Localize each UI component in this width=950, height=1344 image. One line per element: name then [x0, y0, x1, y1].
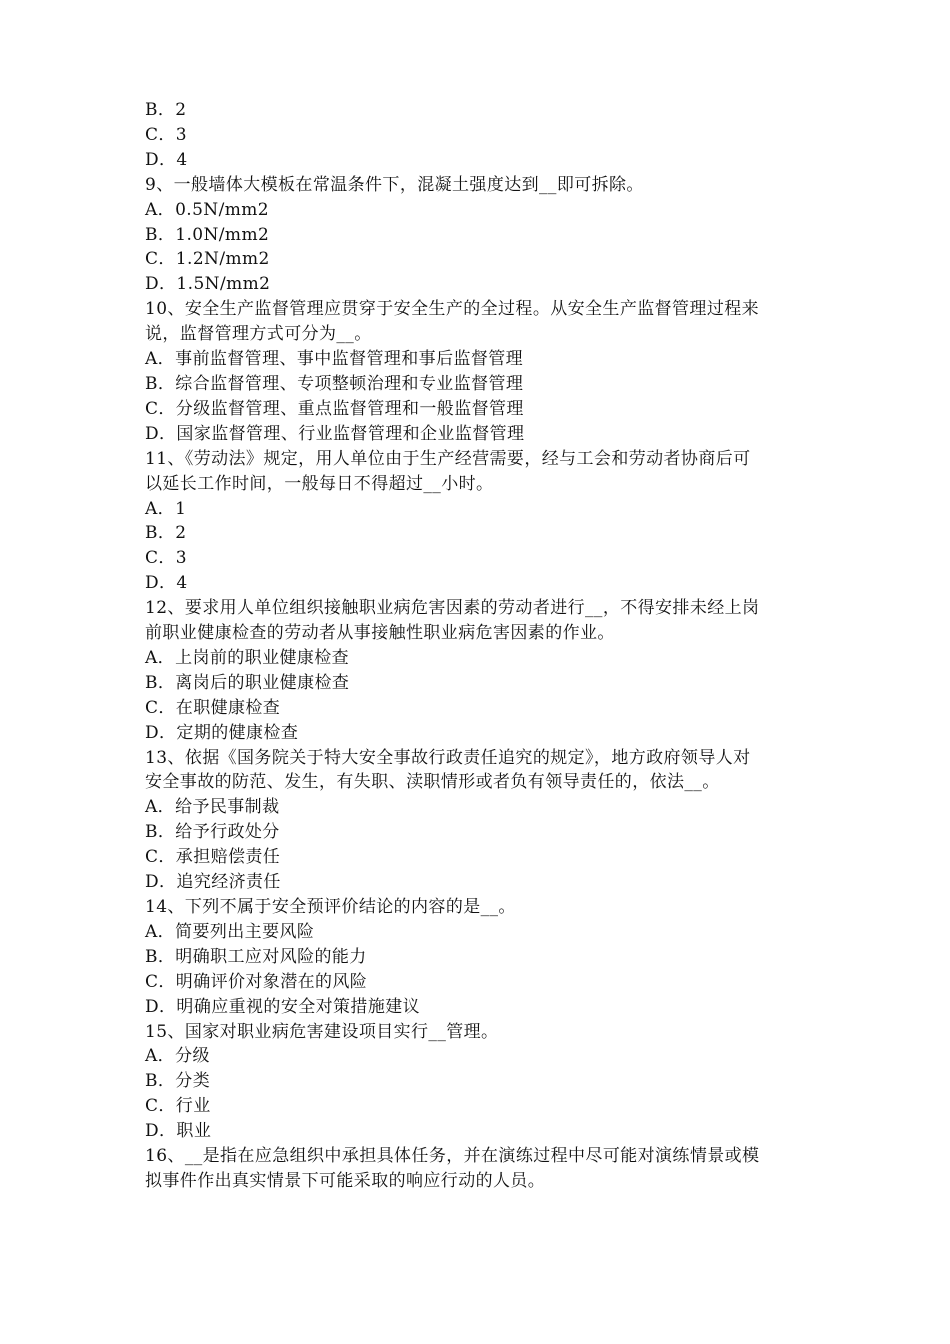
question-13: 13、依据《国务院关于特大安全事故行政责任追究的规定》，地方政府领导人对	[145, 747, 751, 768]
question-16-cont: 拟事件作出真实情景下可能采取的响应行动的人员。	[145, 1170, 546, 1191]
text-line: D．4	[145, 149, 188, 170]
question-14: 14、下列不属于安全预评价结论的内容的是__。	[145, 897, 516, 917]
option-a: A．0.5N/mm2	[145, 199, 269, 220]
question-12-cont: 前职业健康检查的劳动者从事接触性职业病危害因素的作业。	[145, 623, 615, 644]
option-d: D．国家监督管理、行业监督管理和企业监督管理	[145, 423, 525, 444]
question-12: 12、要求用人单位组织接触职业病危害因素的劳动者进行__，不得安排未经上岗	[145, 598, 760, 619]
question-11: 11、《劳动法》规定，用人单位由于生产经营需要，经与工会和劳动者协商后可	[145, 448, 751, 469]
question-15: 15、国家对职业病危害建设项目实行__管理。	[145, 1021, 499, 1042]
option-c: C．3	[145, 548, 188, 569]
option-b: B．2	[145, 523, 187, 544]
option-c: C．1.2N/mm2	[145, 249, 270, 270]
option-a: A．事前监督管理、事中监督管理和事后监督管理	[145, 349, 524, 370]
option-b: B．给予行政处分	[145, 822, 280, 843]
document-page	[145, 98, 810, 1194]
option-d: D．明确应重视的安全对策措施建议	[145, 996, 421, 1017]
question-10-cont: 说，监督管理方式可分为__。	[145, 324, 372, 345]
option-a: A．上岗前的职业健康检查	[145, 647, 350, 668]
question-11-cont: 以延长工作时间，一般每日不得超过__小时。	[145, 473, 494, 494]
option-c: C．承担赔偿责任	[145, 847, 281, 868]
text-line: B．2	[145, 100, 187, 120]
option-a: A．分级	[145, 1046, 210, 1067]
option-b: B．分类	[145, 1071, 211, 1092]
option-d: D．4	[145, 573, 188, 594]
question-9: 9、一般墙体大模板在常温条件下，混凝土强度达到__即可拆除。	[145, 174, 644, 195]
option-d: D．职业	[145, 1121, 212, 1142]
option-c: C．分级监督管理、重点监督管理和一般监督管理	[145, 398, 524, 419]
option-a: A．给予民事制裁	[145, 797, 280, 818]
option-a: A．简要列出主要风险	[145, 921, 315, 942]
option-c: C．行业	[145, 1096, 211, 1117]
option-c: C．明确评价对象潜在的风险	[145, 971, 368, 992]
option-a: A．1	[145, 498, 187, 519]
text-line: C．3	[145, 124, 188, 145]
question-16: 16、__是指在应急组织中承担具体任务，并在演练过程中尽可能对演练情景或模	[145, 1146, 760, 1167]
option-b: B．1.0N/mm2	[145, 224, 270, 245]
option-c: C．在职健康检查	[145, 697, 281, 718]
question-13-cont: 安全事故的防范、发生，有失职、渎职情形或者负有领导责任的，依法__。	[145, 772, 720, 793]
option-b: B．明确职工应对风险的能力	[145, 946, 367, 967]
option-d: D．定期的健康检查	[145, 722, 299, 743]
question-10: 10、安全生产监督管理应贯穿于安全生产的全过程。从安全生产监督管理过程来	[145, 299, 760, 320]
option-b: B．综合监督管理、专项整顿治理和专业监督管理	[145, 373, 524, 394]
option-b: B．离岗后的职业健康检查	[145, 672, 350, 693]
option-d: D．1.5N/mm2	[145, 274, 271, 295]
option-d: D．追究经济责任	[145, 872, 281, 893]
